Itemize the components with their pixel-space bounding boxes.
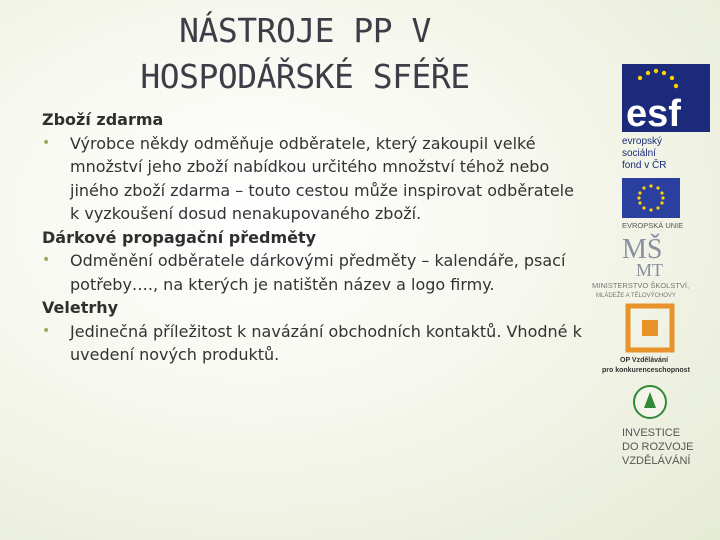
msmt-logo <box>592 234 689 299</box>
esf-line-1: evropský <box>622 136 663 147</box>
eu-flag-logo <box>622 178 683 230</box>
slide-title <box>40 8 570 100</box>
bullet-dot-icon: • <box>42 322 51 339</box>
op-logo <box>602 306 691 374</box>
esf-word: esf <box>626 93 681 135</box>
bullet-text: Výrobce někdy odměňuje odběratele, který zakoupil velké množství jeho zboží nabídkou určitého množství téhož nebo jiného zboží zdarma – touto cestou může inspirovat odběratele k vyzkoušení dosud nenakupovaného zboží. <box>70 133 574 223</box>
slide-body <box>42 108 587 367</box>
bullet-fairs <box>42 320 587 367</box>
investice-logo <box>622 386 694 467</box>
eu-flag-icon <box>622 178 680 218</box>
bullet-dot-icon: • <box>42 134 51 151</box>
esf-line-2: sociální <box>622 148 656 159</box>
logos-graphic <box>592 58 710 478</box>
logo-sidebar <box>592 58 710 478</box>
section-heading-gifts: Dárkové propagační předměty <box>42 227 317 247</box>
bullet-dot-icon: • <box>42 252 51 268</box>
bullet-text: Jedinečná příležitost k navázání obchodních kontaktů. Vhodné k uvedení nových produktů. <box>70 321 582 364</box>
bullet-gifts <box>42 249 587 296</box>
investice-line-3: VZDĚLÁVÁNÍ <box>622 455 691 467</box>
op-label-line-2: pro konkurenceschopnost <box>602 367 690 374</box>
section-heading-free-goods: Zboží zdarma <box>42 110 164 129</box>
investice-line-1: INVESTICE <box>622 427 681 439</box>
op-label-line-1: OP Vzdělávání <box>620 357 669 364</box>
msmt-label-line-1: MINISTERSTVO ŠKOLSTVÍ, <box>592 281 690 290</box>
section-heading-fairs: Veletrhy <box>42 298 119 317</box>
title-line-2: HOSPODÁŘSKÉ SFÉŘE <box>140 57 470 96</box>
eu-label: EVROPSKÁ UNIE <box>622 221 684 230</box>
bullet-text: Odměnění odběratele dárkovými předměty – kalendáře, psací potřeby…., na kterých je natištěn název a logo firmy. <box>70 251 566 294</box>
msmt-mark-icon-2: MT <box>636 260 663 280</box>
msmt-mark-icon: MŠ <box>622 234 663 265</box>
bullet-free-goods <box>42 132 587 226</box>
title-line-1: NÁSTROJE PP V <box>179 11 431 50</box>
esf-logo <box>622 64 710 171</box>
msmt-label-line-2: MLÁDEŽE A TĚLOVÝCHOVY <box>596 293 676 299</box>
op-inner-icon <box>642 320 658 336</box>
investice-line-2: DO ROZVOJE <box>622 441 694 453</box>
esf-line-3: fond v ČR <box>622 160 667 171</box>
